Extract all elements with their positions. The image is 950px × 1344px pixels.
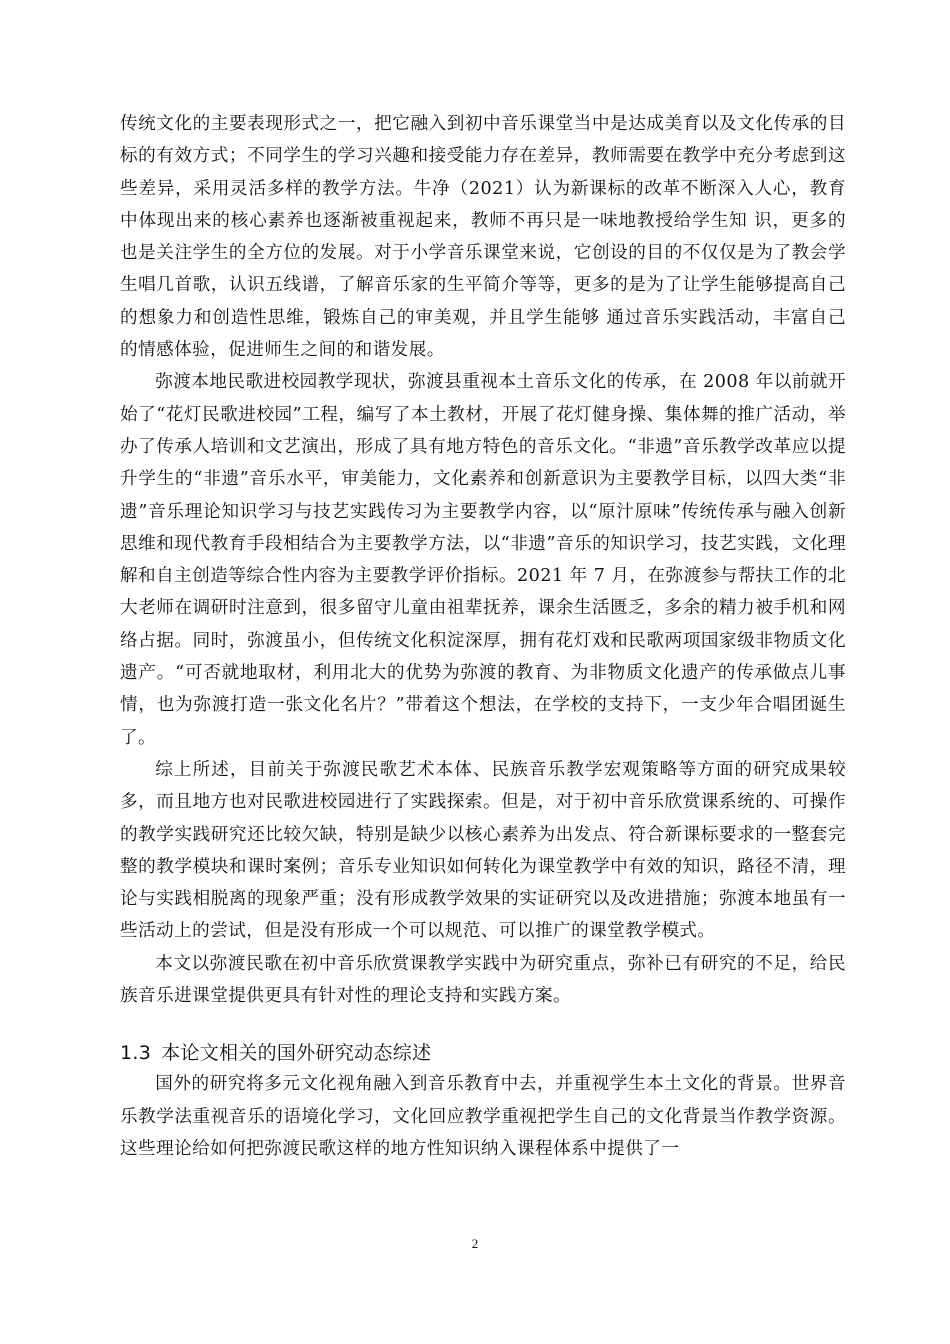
paragraph-foreign-research: 国外的研究将多元文化视角融入到音乐教育中去，并重视学生本土文化的背景。世界音乐教学法重视音乐的语境化学习，文化回应教学重视把学生自己的文化背景当作教学资源。这些理论给如何把弥渡民歌这样的地方性知识纳入课程体系中提供了一 xyxy=(120,1074,846,1159)
paragraph-summary: 综上所述，目前关于弥渡民歌艺术本体、民族音乐教学宏观策略等方面的研究成果较多，而且地方也对民歌进校园进行了实践探索。但是，对于初中音乐欣赏课系统的、可操作的教学实践研究还比较欠缺，特别是缺少以核心素养为出发点、符合新课标要求的一整套完整的教学模块和课时案例；音乐专业知识如何转化为课堂教学中有效的知识，路径不清，理论与实践相脱离的现象严重；没有形成教学效果的实证研究以及改进措施；弥渡本地虽有一些活动上的尝试，但是没有形成一个可以规范、可以推广的课堂教学模式。 xyxy=(120,759,846,942)
page-body xyxy=(120,108,846,1165)
paragraph-continuation: 传统文化的主要表现形式之一，把它融入到初中音乐课堂当中是达成美育以及文化传承的目标的有效方式；不同学生的学习兴趣和接受能力存在差异，教师需要在教学中充分考虑到这些差异，采用灵活多样的教学方法。牛净（2021）认为新课标的改革不断深入人心，教育中体现出来的核心素养也逐渐被重视起来，教师不再只是一味地教授给学生知 识，更多的也是关注学生的全方位的发展。对于小学音乐课堂来说，它创设的目的不仅仅是为了教会学生唱几首歌，认识五线谱，了解音乐家的生平简介等等，更多的是为了让学生能够提高自己的想象力和创造性思维，锻炼自己的审美观，并且学生能够 通过音乐实践活动，丰富自己的情感体验，促进师生之间的和谐发展。 xyxy=(120,114,846,361)
section-title: 本论文相关的国外研究动态综述 xyxy=(161,1042,432,1065)
paragraph-research-focus: 本文以弥渡民歌在初中音乐欣赏课教学实践中为研究重点，弥补已有研究的不足，给民族音乐进课堂提供更具有针对性的理论支持和实践方案。 xyxy=(120,953,846,1007)
section-number: 1.3 xyxy=(120,1042,152,1065)
section-heading xyxy=(120,1038,846,1068)
page-number: 2 xyxy=(471,1236,479,1251)
paragraph-midu-status: 弥渡本地民歌进校园教学现状，弥渡县重视本土音乐文化的传承，在 2008 年以前就开始了“花灯民歌进校园”工程，编写了本土教材，开展了花灯健身操、集体舞的推广活动，举办了传承人培训和文艺演出，形成了具有地方特色的音乐文化。“非遗”音乐教学改革应以提升学生的“非遗”音乐水平，审美能力，文化素养和创新意识为主要教学目标，以四大类“非遗”音乐理论知识学习与技艺实践传习为主要教学内容，以“原汁原味”传统传承与融入创新思维和现代教育手段相结合为主要教学方法，以“非遗”音乐的知识学习，技艺实践，文化理解和自主创造等综合性内容为主要教学评价指标。2021 年 7 月，在弥渡参与帮扶工作的北大老师在调研时注意到，很多留守儿童由祖辈抚养，课余生活匮乏，多余的精力被手机和网络占据。同时，弥渡虽小，但传统文化积淀深厚，拥有花灯戏和民歌两项国家级非物质文化遗产。“可否就地取材，利用北大的优势为弥渡的教育、为非物质文化遗产的传承做点儿事情，也为弥渡打造一张文化名片？”带着这个想法，在学校的支持下，一支少年合唱团诞生了。 xyxy=(120,372,846,748)
